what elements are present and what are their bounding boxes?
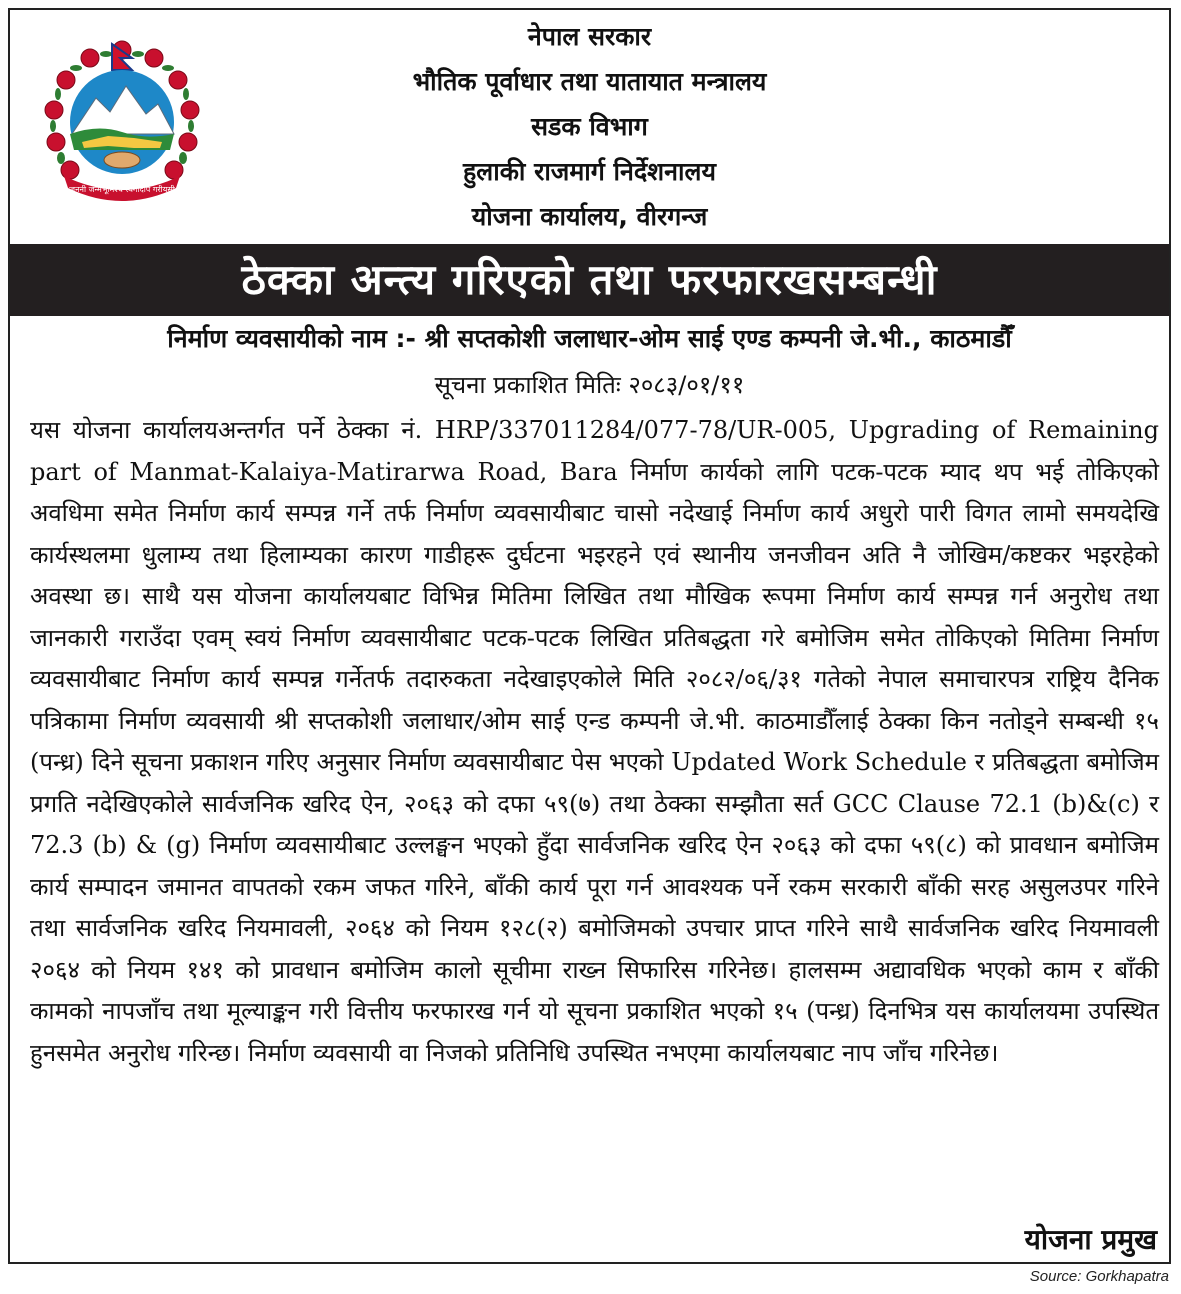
contractor-name-line: निर्माण व्यवसायीको नाम :- श्री सप्तकोशी जलाधार-ओम साई एण्ड कम्पनी जे.भी., काठमाडौँ [167, 324, 1012, 353]
emblem-motto: जननी जन्मभूमिश्च स्वर्गादपि गरीयसी [69, 185, 175, 194]
publication-date: सूचना प्रकाशित मितिः २०८३/०१/११ [434, 371, 745, 399]
notice-title-banner: ठेक्का अन्त्य गरिएको तथा फरफारखसम्बन्धी [10, 244, 1169, 316]
notice-body [30, 410, 1159, 1074]
header-office: योजना कार्यालय, वीरगन्ज [471, 202, 708, 231]
header-government: नेपाल सरकार [527, 22, 652, 51]
header-ministry: भौतिक पूर्वाधार तथा यातायात मन्त्रालय [412, 67, 767, 96]
source-credit: Source: Gorkhapatra [1029, 1268, 1169, 1285]
signature-office-chief: योजना प्रमुख [1024, 1223, 1157, 1256]
header-directorate: हुलाकी राजमार्ग निर्देशनालय [463, 157, 716, 186]
notice-frame [8, 8, 1171, 1264]
header-department: सडक विभाग [531, 112, 648, 141]
notice-body-paragraph: यस योजना कार्यालयअन्तर्गत पर्ने ठेक्का नं. HRP/337011284/077-78/UR-005, Upgrading of Remaining part of Manmat-Kalaiya-Matirarwa Road, Bara निर्माण कार्यको लागि पटक-पटक म्याद थप भई तोकिएको अवधिमा समेत निर्माण कार्य सम्पन्न गर्ने तर्फ निर्माण व्यवसायीबाट चासो नदेखाई निर्माण कार्य अधुरो पारी विगत लामो समयदेखि कार्यस्थलमा धुलाम्य तथा हिलाम्यका कारण गाडीहरू दुर्घटना भइरहने एवं स्थानीय जनजीवन अति नै जोखिम/कष्टकर भइरहेको अवस्था छ। साथै यस योजना कार्यालयबाट विभिन्न मितिमा लिखित तथा मौखिक रूपमा निर्माण कार्य सम्पन्न गर्न अनुरोध तथा जानकारी गराउँदा एवम् स्वयं निर्माण व्यवसायीबाट पटक-पटक लिखित प्रतिबद्धता गरे बमोजिम समेत तोकिएको मितिमा निर्माण व्यवसायीबाट निर्माण कार्य सम्पन्न गर्नेतर्फ तदारुकता नदेखाइएकोले मिति २०८२/०६/३१ गतेको नेपाल समाचारपत्र राष्ट्रिय दैनिक पत्रिकामा निर्माण व्यवसायी श्री सप्तकोशी जलाधार/ओम साई एन्ड कम्पनी जे.भी. काठमाडौँलाई ठेक्का किन नतोड्ने सम्बन्धी १५ (पन्ध्र) दिने सूचना प्रकाशन गरिए अनुसार निर्माण व्यवसायीबाट पेस भएको Updated Work Schedule र प्रतिबद्धता बमोजिम प्रगति नदेखिएकोले सार्वजनिक खरिद ऐन, २०६३ को दफा ५९(७) तथा ठेक्का सम्झौता सर्त GCC Clause 72.1 (b)&(c) र 72.3 (b) & (g) निर्माण व्यवसायीबाट उल्लङ्घन भएको हुँदा सार्वजनिक खरिद ऐन २०६३ को दफा ५९(८) को प्रावधान बमोजिम कार्य सम्पादन जमानत वापतको रकम जफत गरिने, बाँकी कार्य पूरा गर्न आवश्यक पर्ने रकम सरकारी बाँकी सरह असुलउपर गरिने तथा सार्वजनिक खरिद नियमावली, २०६४ को नियम १२८(२) बमोजिमको उपचार प्राप्त गरिने साथै सार्वजनिक खरिद नियमावली २०६४ को नियम १४१ को प्रावधान बमोजिम कालो सूचीमा राख्न सिफारिस गरिनेछ। हालसम्म अद्यावधिक भएको काम र बाँकी कामको नापजाँच तथा मूल्याङ्कन गरी वित्तीय फरफारख गर्न यो सूचना प्रकाशित भएको १५ (पन्ध्र) दिनभित्र यस कार्यालयमा उपस्थित हुनसमेत अनुरोध गरिन्छ। निर्माण व्यवसायी वा निजको प्रतिनिधि उपस्थित नभएमा कार्यालयबाट नाप जाँच गरिनेछ। [30, 416, 1159, 1067]
